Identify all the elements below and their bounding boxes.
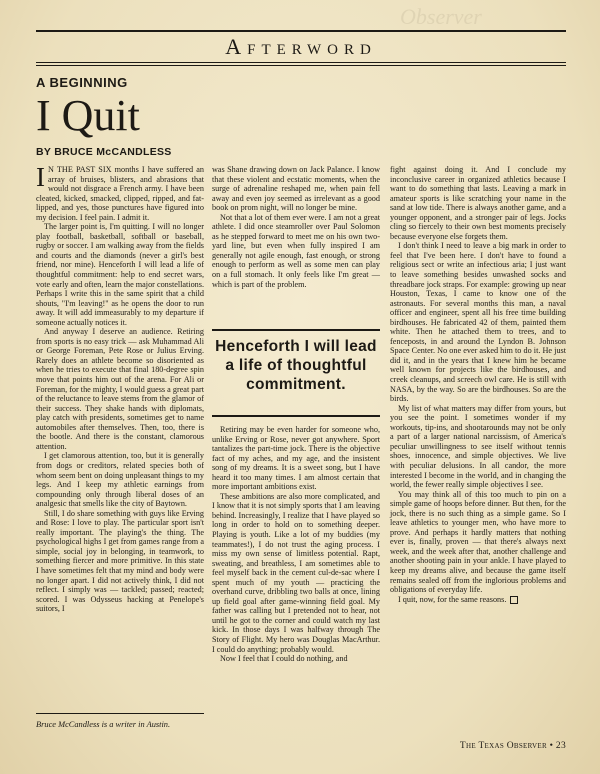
column-1	[36, 162, 205, 614]
pull-quote: Henceforth I will lead a life of thoughtful commitment.	[212, 329, 380, 417]
paragraph: You may think all of this too much to pin on a simple game of hoops before dinner. But then, for the jock, there is no such thing as a simple game. So I leave athletics to younger men, who have more to prove. And perhaps it hardly matters that nothing ever is, finally, proven — that there's always next week, and the week after that, another challenge and another shooting pain in your ankle. I have played to keep my dreams alive, and because the game itself remains sealed off from the inglorious problems and obligations of everyday life.	[390, 489, 566, 595]
bleed-through: Observer	[400, 4, 482, 29]
header-rule-bottom-2	[36, 62, 566, 63]
paragraph: These ambitions are also more complicated, and I know that it is not simply sports that I am leaving behind. Increasingly, I realize that I have played so long in order to hold on to something deeper. Playing is youth. Like a lot of my buddies (my teammates!), I do not trust the aging process. I miss my own sense of limitless potential. Rapt, sweating, and breathless, I am sometimes able to feel myself back in the cement cul-de-sac where I spent much of my youth — practicing the overhand curve, dribbling two balls at once, lining up field goal after game-winning field goal. My father was calling but I pretended not to hear, not until he got to the corner and could watch my last kick. In those days I was halfway through The Story of Flight. My hero was Douglas MacArthur. I could do anything; probably would.	[212, 491, 380, 654]
drop-cap: I	[36, 162, 45, 192]
author-credit: Bruce McCandless is a writer in Austin.	[36, 713, 204, 729]
header-rule-bottom	[36, 65, 566, 66]
kicker: A BEGINNING	[36, 75, 128, 90]
header-rule-top	[36, 30, 566, 32]
section-title: Afterword	[225, 34, 377, 59]
page-footer: The Texas Observer • 23	[459, 741, 566, 751]
paragraph: The larger point is, I'm quitting. I will no longer play football, basketball, softball or baseball, rugby or soccer. I am walking away from the fields and courts and the diamonds (never a girl's best friend, nor mine). Henceforth I will lead a life of thoughtful commitment: help to end secret wars, vote early and often, learn the major constellations. Perhaps I write this in the same spirit that a child shouts, "I'm leaving!" as he opens the door to run away. It will add immeasurably to my departure if someone actually notices it.	[36, 222, 205, 327]
paragraph: Retiring may be even harder for someone who, unlike Erving or Rose, never got anywhere. Sport tantalizes the part-time jock. There is the objective fact of my aches, and my age, and the insistent song of my dreams. It is a sweet song, but I have heard it too many times. I am almost certain that more important ambitions exist.	[212, 425, 380, 492]
column-3	[390, 165, 566, 604]
column-2-bottom	[212, 425, 380, 664]
paragraph: I N THE PAST SIX months I have suffered an array of bruises, blisters, and abrasions that would not disgrace a French army. I have been cleated, kicked, smacked, clipped, ripped, and fat-lipped, and yes, those punctures have figured into my decision. I feel pain. I admit it.	[36, 162, 204, 222]
paragraph: I quit, now, for the same reasons.	[390, 595, 566, 605]
section-header	[36, 30, 566, 66]
column-2-top	[212, 165, 380, 289]
end-mark-icon	[510, 596, 518, 604]
paragraph: Not that a lot of them ever were. I am not a great athlete. I did once steamroller over Paul Solomon as he stepped forward to meet me on his own two-yard line, but even when fully inspired I am generally not agile enough, fast enough, or strong enough to perform as well as some men can play on a full stomach. It only feels like I'm great — which is part of the problem.	[212, 212, 380, 289]
paragraph: I get clamorous attention, too, but it is generally from dogs or creditors, related species both of whom seem bent on doing unpleasant things to my legs. And I keep my athletic earnings from compounding only through liberal doses of an analgesic that smells like the city of Baytown.	[36, 451, 204, 509]
paragraph: Now I feel that I could do nothing, and	[220, 654, 348, 664]
paragraph: And anyway I deserve an audience. Retiring from sports is no easy trick — ask Muhammad Ali or George Foreman, Pete Rose or Julius Erving. Rarely does an athlete become so disoriented as when he tries to execute that final 180-degree spin move that points him out of the arena. For Ali or Foreman, for the mighty, I would guess a great part of the reluctance to leave stems from the glamor of their success. They shake hands with diplomats, play catch with presidents, sometimes get to name automobiles after themselves. Then, too, there is the bootle. And there is the constant, clamorous attention.	[36, 327, 204, 451]
paragraph: Still, I do share something with guys like Erving and Rose: I love to play. The particular sport isn't really important. The playing's the thing. The psychological highs I get from games range from a simple, social joy in belonging, in teamwork, to something fiercer and more primitive. In this state I have sometimes felt that my mind and body were no longer apart. I did not actively think, I did not reflect. I simply was — tackled; passed; reacted; scored. I was Odysseus hacking at Penelope's suitors, I	[36, 508, 204, 614]
paragraph: My list of what matters may differ from yours, but you see the point. I sometimes wonder if my workouts, tip-ins, and shootarounds may not be only a part of a larger national narcissism, of America's peculiar unwillingness to see itself without tennis shoes, innocence, and simple objectives. We live with peculiar delusions. In all candor, the more interested I become in the world, and in changing the world, the fewer really simple objectives I see.	[390, 403, 566, 490]
headline: I Quit	[36, 91, 140, 140]
paragraph: was Shane drawing down on Jack Palance. I know that these violent and ecstatic moments, when the surge of adrenaline reshaped me, when pain fell away and even joy seemed as irrelevant as a good book on prom night, will no longer be mine.	[212, 165, 380, 213]
paragraph: I don't think I need to leave a big mark in order to feel that I've been here. I don't have to found a religious sect or write an infectious aria; I just want to leave something besides unwashed socks and threadbare jock straps. For example: growing up near Houston, Texas, I came to know one of the astronauts. For several months this man, a naval officer and engineer, spent all his free time building birdhouses. He fabricated 42 of them, painted them white. Then he attached them to trees, and to fenceposts, in and around the Lyndon B. Johnson Space Center. No one ever asked him to do it. He just did it, and in the years that I knew him he became well known for projects like the birdhouses, and creek cleanups, and screech owl care. He is still with NASA, by the way. So are the birdhouses. So are the birds.	[390, 241, 566, 404]
paragraph: fight against doing it. And I conclude my inconclusive career in organized athletics because I want to do something that lasts. Leaving a mark in amateur sports is like scratching your name in the sand at low tide. There is always another game, and a younger opponent, and a stronger pair of legs. Jocks cling so fiercely to their own best moments precisely because everyone else forgets them.	[390, 165, 566, 241]
byline: BY BRUCE McCANDLESS	[36, 146, 172, 158]
